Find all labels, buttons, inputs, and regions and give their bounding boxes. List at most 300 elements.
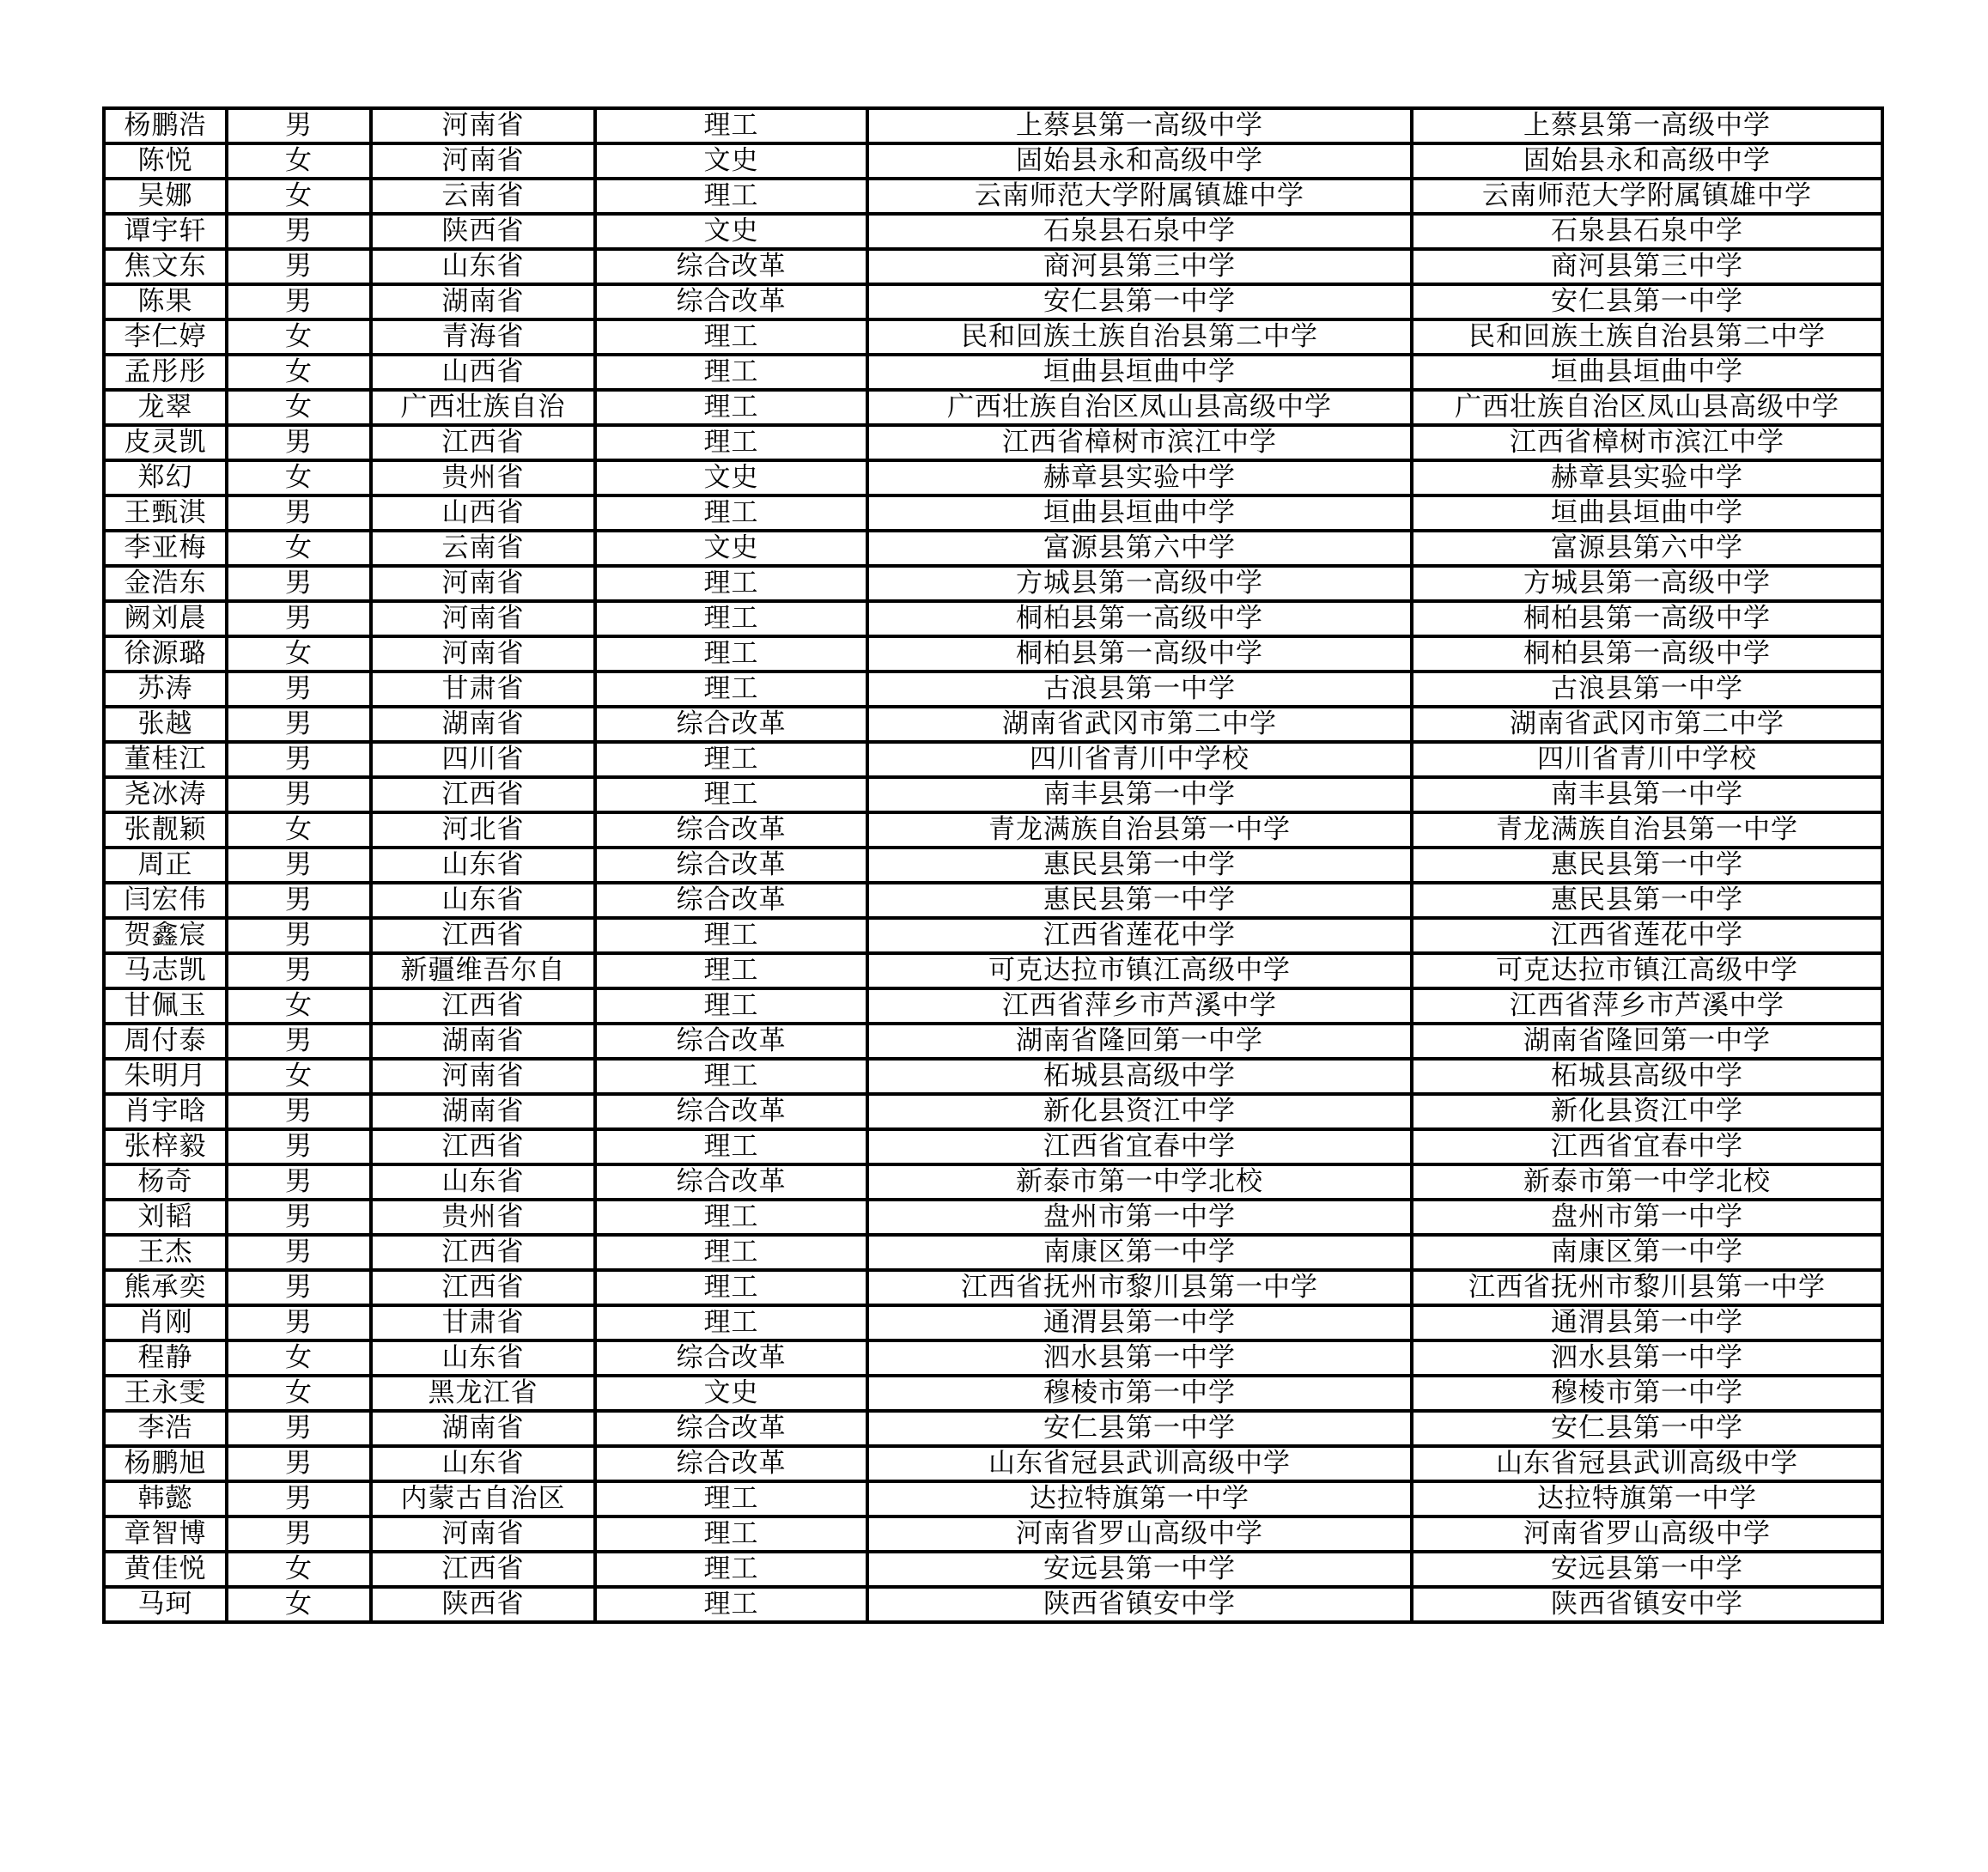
school-cell-2: 安仁县第一中学: [1412, 1411, 1882, 1446]
province-cell: 黑龙江省: [371, 1376, 595, 1411]
gender-cell: 女: [227, 1059, 371, 1094]
school-cell: 南丰县第一中学: [867, 777, 1412, 812]
province-cell: 江西省: [371, 1552, 595, 1587]
table-row: [104, 1587, 1882, 1622]
school-cell: 富源县第六中学: [867, 531, 1412, 566]
school-cell: 云南师范大学附属镇雄中学: [867, 179, 1412, 214]
province-cell: 河南省: [371, 108, 595, 143]
school-cell: 达拉特旗第一中学: [867, 1481, 1412, 1516]
gender-cell: 男: [227, 1516, 371, 1552]
subject-cell: 综合改革: [595, 1340, 867, 1376]
province-cell: 河南省: [371, 601, 595, 636]
name-cell: 龙翠: [104, 390, 227, 425]
province-cell: 新疆维吾尔自: [371, 953, 595, 988]
table-row: [104, 1164, 1882, 1200]
school-cell: 古浪县第一中学: [867, 672, 1412, 707]
school-cell: 桐柏县第一高级中学: [867, 636, 1412, 672]
school-cell: 通渭县第一中学: [867, 1305, 1412, 1340]
table-row: [104, 1481, 1882, 1516]
gender-cell: 男: [227, 214, 371, 249]
subject-cell: 理工: [595, 319, 867, 355]
school-cell: 江西省莲花中学: [867, 918, 1412, 953]
subject-cell: 理工: [595, 1481, 867, 1516]
school-cell-2: 青龙满族自治县第一中学: [1412, 812, 1882, 848]
gender-cell: 男: [227, 601, 371, 636]
province-cell: 青海省: [371, 319, 595, 355]
table-row: [104, 108, 1882, 143]
name-cell: 苏涛: [104, 672, 227, 707]
school-cell-2: 柘城县高级中学: [1412, 1059, 1882, 1094]
table-row: [104, 1552, 1882, 1587]
table-row: [104, 1235, 1882, 1270]
school-cell: 江西省宜春中学: [867, 1129, 1412, 1164]
subject-cell: 文史: [595, 143, 867, 179]
school-cell: 垣曲县垣曲中学: [867, 495, 1412, 531]
gender-cell: 男: [227, 918, 371, 953]
name-cell: 王永雯: [104, 1376, 227, 1411]
gender-cell: 男: [227, 777, 371, 812]
gender-cell: 男: [227, 672, 371, 707]
province-cell: 甘肃省: [371, 1305, 595, 1340]
subject-cell: 综合改革: [595, 1411, 867, 1446]
school-cell-2: 民和回族土族自治县第二中学: [1412, 319, 1882, 355]
subject-cell: 理工: [595, 742, 867, 777]
table-row: [104, 848, 1882, 883]
gender-cell: 女: [227, 988, 371, 1024]
name-cell: 李亚梅: [104, 531, 227, 566]
name-cell: 朱明月: [104, 1059, 227, 1094]
name-cell: 肖宇晗: [104, 1094, 227, 1129]
school-cell-2: 江西省樟树市滨江中学: [1412, 425, 1882, 460]
gender-cell: 男: [227, 108, 371, 143]
subject-cell: 理工: [595, 1235, 867, 1270]
subject-cell: 理工: [595, 390, 867, 425]
school-cell: 湖南省隆回第一中学: [867, 1024, 1412, 1059]
roster-table-body: [104, 108, 1882, 1622]
school-cell: 南康区第一中学: [867, 1235, 1412, 1270]
school-cell-2: 垣曲县垣曲中学: [1412, 355, 1882, 390]
subject-cell: 理工: [595, 566, 867, 601]
school-cell-2: 南丰县第一中学: [1412, 777, 1882, 812]
province-cell: 湖南省: [371, 284, 595, 319]
school-cell: 青龙满族自治县第一中学: [867, 812, 1412, 848]
subject-cell: 综合改革: [595, 1024, 867, 1059]
province-cell: 山东省: [371, 249, 595, 284]
name-cell: 董桂江: [104, 742, 227, 777]
roster-sheet: [102, 106, 1881, 1624]
school-cell-2: 古浪县第一中学: [1412, 672, 1882, 707]
table-row: [104, 1129, 1882, 1164]
province-cell: 河北省: [371, 812, 595, 848]
name-cell: 章智博: [104, 1516, 227, 1552]
name-cell: 韩懿: [104, 1481, 227, 1516]
table-row: [104, 566, 1882, 601]
gender-cell: 女: [227, 355, 371, 390]
subject-cell: 理工: [595, 1587, 867, 1622]
gender-cell: 女: [227, 143, 371, 179]
school-cell: 湖南省武冈市第二中学: [867, 707, 1412, 742]
gender-cell: 女: [227, 1552, 371, 1587]
subject-cell: 理工: [595, 108, 867, 143]
school-cell-2: 河南省罗山高级中学: [1412, 1516, 1882, 1552]
name-cell: 阙刘晨: [104, 601, 227, 636]
subject-cell: 综合改革: [595, 883, 867, 918]
school-cell: 赫章县实验中学: [867, 460, 1412, 495]
table-row: [104, 1305, 1882, 1340]
school-cell-2: 固始县永和高级中学: [1412, 143, 1882, 179]
name-cell: 周正: [104, 848, 227, 883]
table-row: [104, 319, 1882, 355]
school-cell-2: 惠民县第一中学: [1412, 883, 1882, 918]
school-cell: 安远县第一中学: [867, 1552, 1412, 1587]
name-cell: 陈果: [104, 284, 227, 319]
school-cell: 商河县第三中学: [867, 249, 1412, 284]
school-cell: 新化县资江中学: [867, 1094, 1412, 1129]
subject-cell: 综合改革: [595, 707, 867, 742]
name-cell: 王杰: [104, 1235, 227, 1270]
school-cell-2: 惠民县第一中学: [1412, 848, 1882, 883]
province-cell: 江西省: [371, 777, 595, 812]
province-cell: 陕西省: [371, 1587, 595, 1622]
school-cell-2: 穆棱市第一中学: [1412, 1376, 1882, 1411]
province-cell: 江西省: [371, 918, 595, 953]
school-cell: 固始县永和高级中学: [867, 143, 1412, 179]
name-cell: 孟彤彤: [104, 355, 227, 390]
table-row: [104, 1200, 1882, 1235]
table-row: [104, 143, 1882, 179]
table-row: [104, 1094, 1882, 1129]
school-cell-2: 可克达拉市镇江高级中学: [1412, 953, 1882, 988]
name-cell: 张梓毅: [104, 1129, 227, 1164]
school-cell: 盘州市第一中学: [867, 1200, 1412, 1235]
table-row: [104, 918, 1882, 953]
school-cell-2: 上蔡县第一高级中学: [1412, 108, 1882, 143]
school-cell-2: 赫章县实验中学: [1412, 460, 1882, 495]
school-cell: 泗水县第一中学: [867, 1340, 1412, 1376]
school-cell-2: 四川省青川中学校: [1412, 742, 1882, 777]
school-cell: 江西省萍乡市芦溪中学: [867, 988, 1412, 1024]
province-cell: 江西省: [371, 425, 595, 460]
subject-cell: 理工: [595, 1129, 867, 1164]
name-cell: 肖刚: [104, 1305, 227, 1340]
school-cell: 穆棱市第一中学: [867, 1376, 1412, 1411]
province-cell: 贵州省: [371, 1200, 595, 1235]
table-row: [104, 1446, 1882, 1481]
province-cell: 河南省: [371, 636, 595, 672]
school-cell-2: 南康区第一中学: [1412, 1235, 1882, 1270]
table-row: [104, 1024, 1882, 1059]
table-row: [104, 531, 1882, 566]
subject-cell: 综合改革: [595, 812, 867, 848]
province-cell: 江西省: [371, 1270, 595, 1305]
school-cell: 河南省罗山高级中学: [867, 1516, 1412, 1552]
subject-cell: 理工: [595, 988, 867, 1024]
gender-cell: 女: [227, 1587, 371, 1622]
gender-cell: 男: [227, 249, 371, 284]
gender-cell: 女: [227, 1376, 371, 1411]
table-row: [104, 355, 1882, 390]
name-cell: 张越: [104, 707, 227, 742]
gender-cell: 男: [227, 425, 371, 460]
school-cell-2: 广西壮族自治区凤山县高级中学: [1412, 390, 1882, 425]
name-cell: 陈悦: [104, 143, 227, 179]
subject-cell: 综合改革: [595, 1446, 867, 1481]
table-row: [104, 1340, 1882, 1376]
subject-cell: 理工: [595, 179, 867, 214]
gender-cell: 男: [227, 1446, 371, 1481]
gender-cell: 男: [227, 1411, 371, 1446]
table-row: [104, 953, 1882, 988]
school-cell-2: 石泉县石泉中学: [1412, 214, 1882, 249]
school-cell: 方城县第一高级中学: [867, 566, 1412, 601]
province-cell: 甘肃省: [371, 672, 595, 707]
school-cell-2: 新泰市第一中学北校: [1412, 1164, 1882, 1200]
gender-cell: 男: [227, 742, 371, 777]
gender-cell: 女: [227, 179, 371, 214]
gender-cell: 女: [227, 812, 371, 848]
school-cell-2: 富源县第六中学: [1412, 531, 1882, 566]
table-row: [104, 249, 1882, 284]
table-row: [104, 425, 1882, 460]
subject-cell: 综合改革: [595, 1164, 867, 1200]
school-cell: 石泉县石泉中学: [867, 214, 1412, 249]
province-cell: 江西省: [371, 988, 595, 1024]
table-row: [104, 988, 1882, 1024]
school-cell-2: 安仁县第一中学: [1412, 284, 1882, 319]
table-row: [104, 777, 1882, 812]
school-cell: 江西省抚州市黎川县第一中学: [867, 1270, 1412, 1305]
table-row: [104, 1411, 1882, 1446]
subject-cell: 理工: [595, 1270, 867, 1305]
name-cell: 周付泰: [104, 1024, 227, 1059]
school-cell-2: 陕西省镇安中学: [1412, 1587, 1882, 1622]
province-cell: 贵州省: [371, 460, 595, 495]
table-row: [104, 1376, 1882, 1411]
school-cell-2: 垣曲县垣曲中学: [1412, 495, 1882, 531]
table-row: [104, 883, 1882, 918]
name-cell: 甘佩玉: [104, 988, 227, 1024]
subject-cell: 综合改革: [595, 848, 867, 883]
school-cell: 可克达拉市镇江高级中学: [867, 953, 1412, 988]
table-row: [104, 495, 1882, 531]
subject-cell: 理工: [595, 425, 867, 460]
subject-cell: 理工: [595, 1305, 867, 1340]
gender-cell: 男: [227, 1024, 371, 1059]
table-row: [104, 672, 1882, 707]
name-cell: 吴娜: [104, 179, 227, 214]
school-cell-2: 新化县资江中学: [1412, 1094, 1882, 1129]
gender-cell: 女: [227, 390, 371, 425]
gender-cell: 女: [227, 319, 371, 355]
school-cell: 安仁县第一中学: [867, 1411, 1412, 1446]
name-cell: 杨鹏旭: [104, 1446, 227, 1481]
table-row: [104, 636, 1882, 672]
school-cell-2: 湖南省隆回第一中学: [1412, 1024, 1882, 1059]
school-cell-2: 商河县第三中学: [1412, 249, 1882, 284]
school-cell: 上蔡县第一高级中学: [867, 108, 1412, 143]
name-cell: 皮灵凯: [104, 425, 227, 460]
name-cell: 马珂: [104, 1587, 227, 1622]
gender-cell: 男: [227, 1481, 371, 1516]
province-cell: 湖南省: [371, 707, 595, 742]
school-cell-2: 达拉特旗第一中学: [1412, 1481, 1882, 1516]
subject-cell: 理工: [595, 918, 867, 953]
school-cell: 山东省冠县武训高级中学: [867, 1446, 1412, 1481]
name-cell: 熊承奕: [104, 1270, 227, 1305]
table-row: [104, 1516, 1882, 1552]
gender-cell: 男: [227, 1200, 371, 1235]
name-cell: 郑幻: [104, 460, 227, 495]
name-cell: 李仁婷: [104, 319, 227, 355]
province-cell: 云南省: [371, 531, 595, 566]
gender-cell: 男: [227, 1094, 371, 1129]
table-row: [104, 390, 1882, 425]
school-cell-2: 盘州市第一中学: [1412, 1200, 1882, 1235]
school-cell: 柘城县高级中学: [867, 1059, 1412, 1094]
table-row: [104, 179, 1882, 214]
province-cell: 河南省: [371, 143, 595, 179]
province-cell: 江西省: [371, 1129, 595, 1164]
gender-cell: 男: [227, 953, 371, 988]
school-cell: 惠民县第一中学: [867, 883, 1412, 918]
province-cell: 河南省: [371, 1516, 595, 1552]
name-cell: 黄佳悦: [104, 1552, 227, 1587]
subject-cell: 理工: [595, 777, 867, 812]
table-row: [104, 812, 1882, 848]
subject-cell: 文史: [595, 460, 867, 495]
subject-cell: 理工: [595, 1552, 867, 1587]
school-cell-2: 方城县第一高级中学: [1412, 566, 1882, 601]
school-cell-2: 湖南省武冈市第二中学: [1412, 707, 1882, 742]
province-cell: 湖南省: [371, 1024, 595, 1059]
province-cell: 山东省: [371, 883, 595, 918]
subject-cell: 理工: [595, 495, 867, 531]
name-cell: 焦文东: [104, 249, 227, 284]
province-cell: 陕西省: [371, 214, 595, 249]
school-cell-2: 江西省抚州市黎川县第一中学: [1412, 1270, 1882, 1305]
name-cell: 杨鹏浩: [104, 108, 227, 143]
province-cell: 湖南省: [371, 1411, 595, 1446]
name-cell: 闫宏伟: [104, 883, 227, 918]
province-cell: 云南省: [371, 179, 595, 214]
name-cell: 尧冰涛: [104, 777, 227, 812]
table-row: [104, 214, 1882, 249]
province-cell: 山西省: [371, 355, 595, 390]
subject-cell: 综合改革: [595, 284, 867, 319]
school-cell-2: 山东省冠县武训高级中学: [1412, 1446, 1882, 1481]
gender-cell: 男: [227, 848, 371, 883]
school-cell: 安仁县第一中学: [867, 284, 1412, 319]
school-cell: 惠民县第一中学: [867, 848, 1412, 883]
name-cell: 金浩东: [104, 566, 227, 601]
province-cell: 山东省: [371, 1340, 595, 1376]
province-cell: 湖南省: [371, 1094, 595, 1129]
subject-cell: 理工: [595, 601, 867, 636]
province-cell: 四川省: [371, 742, 595, 777]
school-cell-2: 江西省莲花中学: [1412, 918, 1882, 953]
school-cell-2: 桐柏县第一高级中学: [1412, 636, 1882, 672]
school-cell-2: 云南师范大学附属镇雄中学: [1412, 179, 1882, 214]
subject-cell: 理工: [595, 1516, 867, 1552]
name-cell: 张靓颖: [104, 812, 227, 848]
subject-cell: 理工: [595, 672, 867, 707]
gender-cell: 女: [227, 531, 371, 566]
gender-cell: 男: [227, 1270, 371, 1305]
school-cell-2: 安远县第一中学: [1412, 1552, 1882, 1587]
school-cell-2: 江西省宜春中学: [1412, 1129, 1882, 1164]
table-row: [104, 1059, 1882, 1094]
name-cell: 程静: [104, 1340, 227, 1376]
subject-cell: 理工: [595, 1200, 867, 1235]
roster-table: [102, 106, 1884, 1624]
province-cell: 山东省: [371, 1164, 595, 1200]
gender-cell: 女: [227, 636, 371, 672]
subject-cell: 综合改革: [595, 249, 867, 284]
name-cell: 马志凯: [104, 953, 227, 988]
school-cell: 陕西省镇安中学: [867, 1587, 1412, 1622]
gender-cell: 男: [227, 1129, 371, 1164]
subject-cell: 理工: [595, 953, 867, 988]
name-cell: 谭宇轩: [104, 214, 227, 249]
gender-cell: 男: [227, 883, 371, 918]
subject-cell: 文史: [595, 531, 867, 566]
gender-cell: 男: [227, 495, 371, 531]
name-cell: 贺鑫宸: [104, 918, 227, 953]
school-cell: 四川省青川中学校: [867, 742, 1412, 777]
gender-cell: 男: [227, 1305, 371, 1340]
province-cell: 江西省: [371, 1235, 595, 1270]
subject-cell: 综合改革: [595, 1094, 867, 1129]
name-cell: 杨奇: [104, 1164, 227, 1200]
school-cell: 新泰市第一中学北校: [867, 1164, 1412, 1200]
school-cell-2: 通渭县第一中学: [1412, 1305, 1882, 1340]
school-cell-2: 江西省萍乡市芦溪中学: [1412, 988, 1882, 1024]
name-cell: 徐源璐: [104, 636, 227, 672]
table-row: [104, 1270, 1882, 1305]
gender-cell: 女: [227, 1340, 371, 1376]
school-cell: 垣曲县垣曲中学: [867, 355, 1412, 390]
subject-cell: 理工: [595, 636, 867, 672]
province-cell: 山西省: [371, 495, 595, 531]
table-row: [104, 707, 1882, 742]
gender-cell: 男: [227, 1235, 371, 1270]
table-row: [104, 284, 1882, 319]
name-cell: 王甄淇: [104, 495, 227, 531]
school-cell: 江西省樟树市滨江中学: [867, 425, 1412, 460]
gender-cell: 男: [227, 1164, 371, 1200]
subject-cell: 文史: [595, 1376, 867, 1411]
gender-cell: 女: [227, 460, 371, 495]
school-cell-2: 泗水县第一中学: [1412, 1340, 1882, 1376]
school-cell: 桐柏县第一高级中学: [867, 601, 1412, 636]
province-cell: 广西壮族自治: [371, 390, 595, 425]
province-cell: 河南省: [371, 566, 595, 601]
name-cell: 刘韬: [104, 1200, 227, 1235]
subject-cell: 文史: [595, 214, 867, 249]
province-cell: 内蒙古自治区: [371, 1481, 595, 1516]
subject-cell: 理工: [595, 1059, 867, 1094]
gender-cell: 男: [227, 284, 371, 319]
school-cell: 广西壮族自治区凤山县高级中学: [867, 390, 1412, 425]
table-row: [104, 742, 1882, 777]
name-cell: 李浩: [104, 1411, 227, 1446]
table-row: [104, 601, 1882, 636]
province-cell: 山东省: [371, 848, 595, 883]
gender-cell: 男: [227, 566, 371, 601]
school-cell: 民和回族土族自治县第二中学: [867, 319, 1412, 355]
province-cell: 河南省: [371, 1059, 595, 1094]
province-cell: 山东省: [371, 1446, 595, 1481]
